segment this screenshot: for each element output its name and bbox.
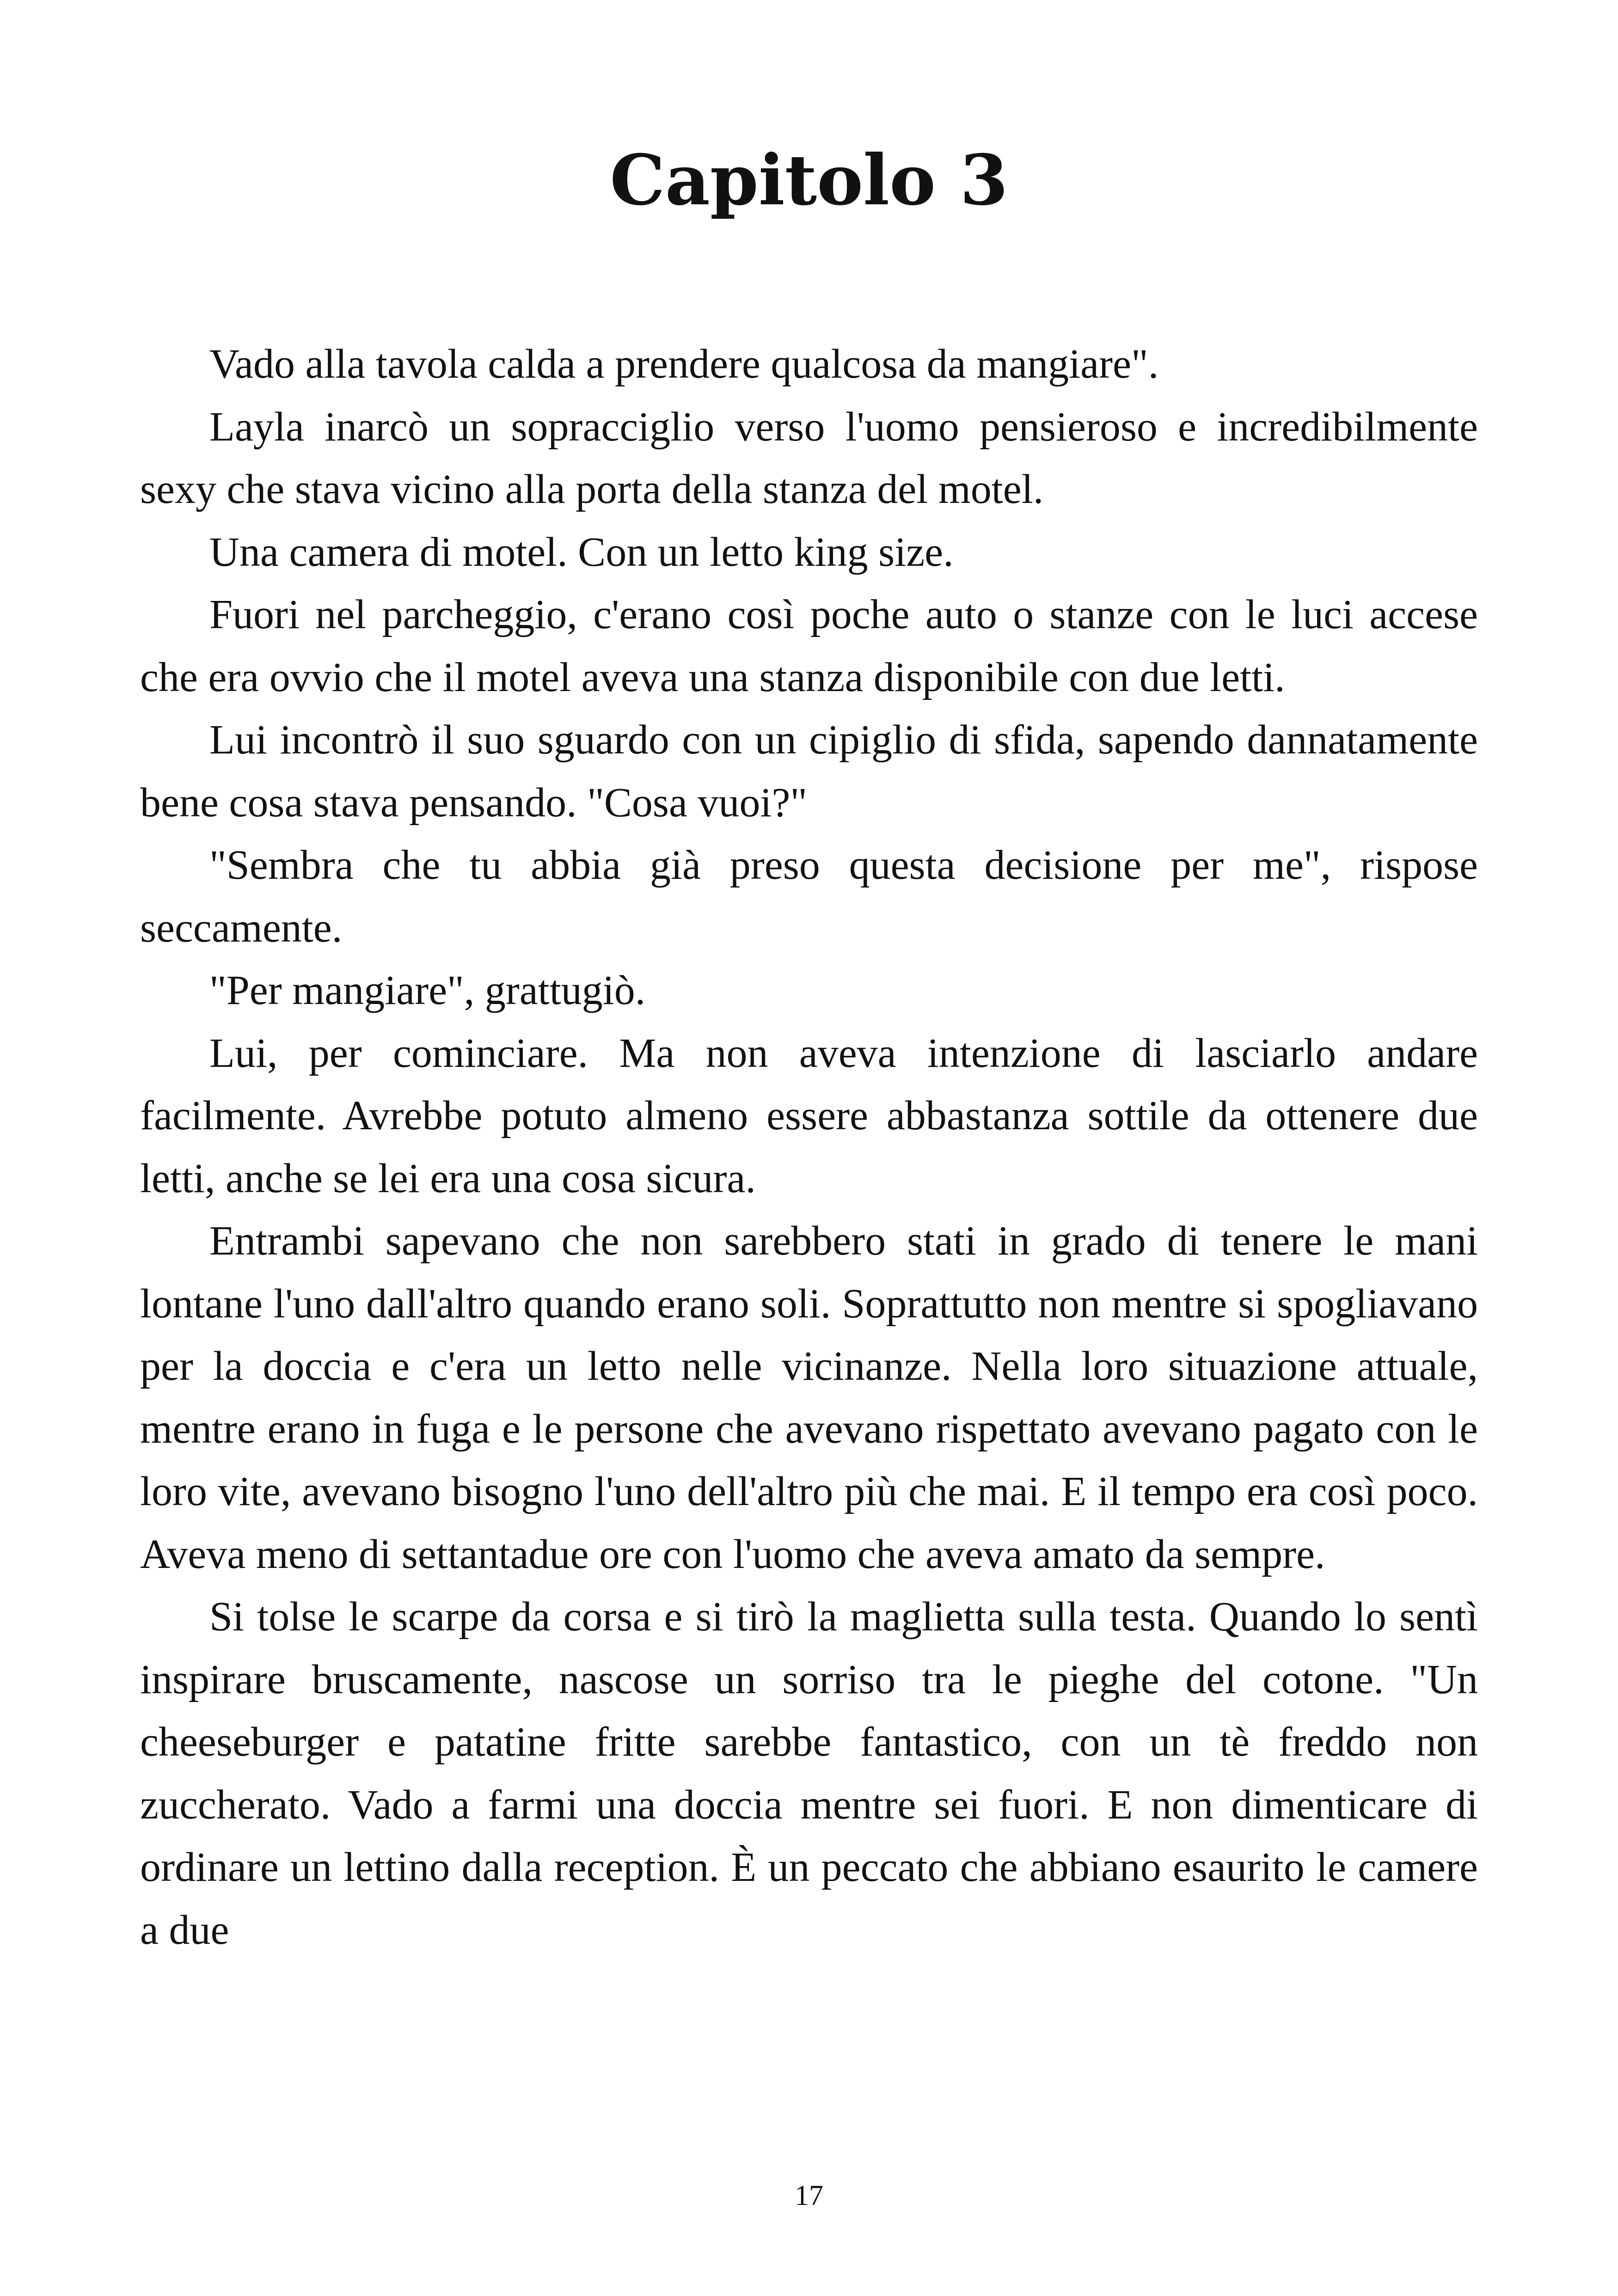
paragraph: Si tolse le scarpe da corsa e si tirò la maglietta sulla testa. Quando lo sentì inspirare bruscamente, nascose un sorriso tra le pieghe del cotone. "Un cheeseburger e patatine fritte sarebbe fantastico, con un tè freddo non zuccherato. Vado a farmi una doccia mentre sei fuori. E non dimenticare di ordinare un lettino dalla reception. È un peccato che abbiano esaurito le camere a due [140,1594,1478,1953]
body-text [140,333,1478,1961]
paragraph: "Per mangiare", grattugiò. [209,967,646,1013]
paragraph: "Sembra che tu abbia già preso questa decisione per me", rispose seccamente. [140,842,1478,951]
chapter-title: Capitolo 3 [610,140,1008,221]
page-number: 17 [795,2180,823,2211]
paragraph: Lui incontrò il suo sguardo con un cipiglio di sfida, sapendo dannatamente bene cosa stava pensando. "Cosa vuoi?" [140,717,1478,826]
paragraph: Una camera di motel. Con un letto king size. [209,529,954,575]
paragraph: Layla inarcò un sopracciglio verso l'uomo pensieroso e incredibilmente sexy che stava vicino alla porta della stanza del motel. [140,404,1478,512]
paragraph: Entrambi sapevano che non sarebbero stati in grado di tenere le mani lontane l'uno dall'altro quando erano soli. Soprattutto non mentre si spogliavano per la doccia e c'era un letto nelle vicinanze. Nella loro situazione attuale, mentre erano in fuga e le persone che avevano rispettato avevano pagato con le loro vite, avevano bisogno l'uno dell'altro più che mai. E il tempo era così poco. Aveva meno di settantadue ore con l'uomo che aveva amato da sempre. [140,1218,1478,1577]
paragraph: Lui, per cominciare. Ma non aveva intenzione di lasciarlo andare facilmente. Avrebbe potuto almeno essere abbastanza sottile da ottenere due letti, anche se lei era una cosa sicura. [140,1030,1478,1201]
paragraph: Vado alla tavola calda a prendere qualcosa da mangiare". [209,341,1159,387]
paragraph: Fuori nel parcheggio, c'erano così poche auto o stanze con le luci accese che era ovvio che il motel aveva una stanza disponibile con due letti. [140,592,1478,700]
